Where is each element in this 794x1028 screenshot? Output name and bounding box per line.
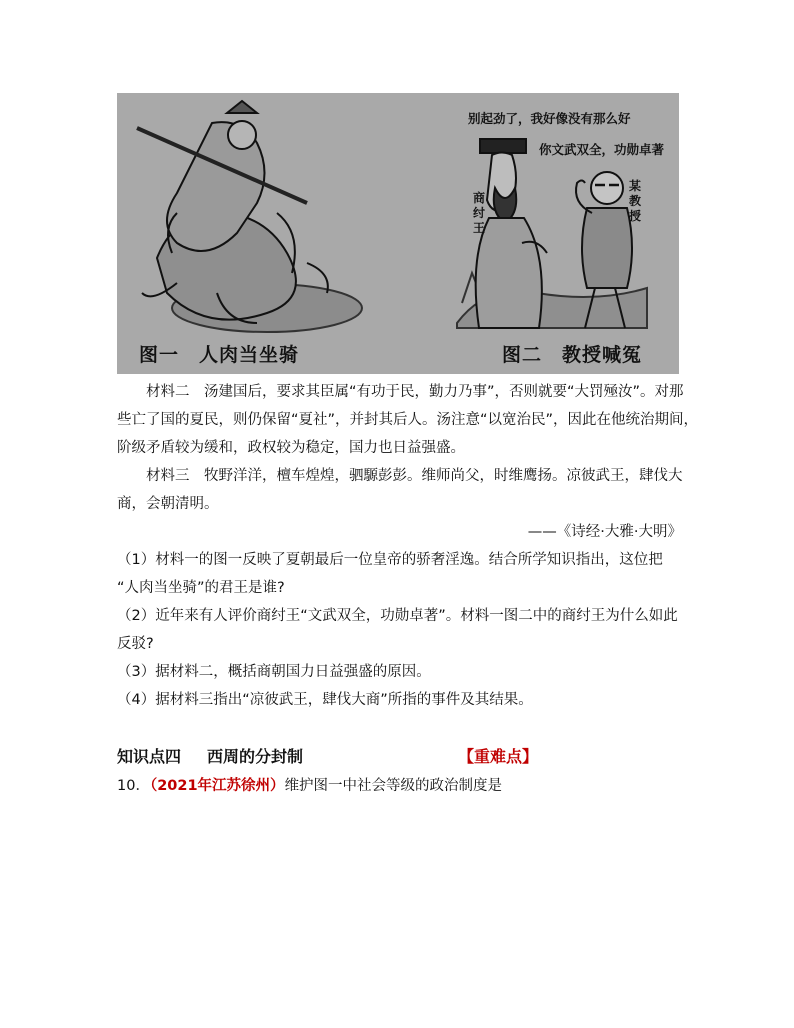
material2-line-2: 些亡了国的夏民，则仍保留“夏社”，并封其后人。汤注意“以宽治民”，因此在他统治期间， [117,412,699,428]
material3-source: ——《诗经·大雅·大明》 [527,524,682,540]
question-3: （3）据材料二，概括商朝国力日益强盛的原因。 [117,664,431,680]
question-1-line-2: “人肉当坐骑”的君王是谁? [117,580,285,596]
question-2-line-1: （2）近年来有人评价商纣王“文武双全，功勋卓著”。材料一图二中的商纣王为什么如此 [117,608,678,624]
speech-bubble-professor: 你文武双全，功勋卓著 [539,142,665,157]
difficulty-tag: 【重难点】 [458,747,539,766]
section-title: 西周的分封制 [207,747,304,766]
caption-figure-1: 图一 人肉当坐骑 [139,344,300,366]
cartoon-illustration [117,93,679,374]
question-10-number: 10． [117,778,150,794]
question-10 [117,774,502,795]
question-10-text: 维护图一中社会等级的政治制度是 [284,778,503,794]
left-cartoon [137,101,362,332]
question-4: （4）据材料三指出“凉彼武王，肆伐大商”所指的事件及其结果。 [117,692,533,708]
section-number: 知识点四 [117,747,182,766]
material2-line-3: 阶级矛盾较为缓和，政权较为稳定，国力也日益强盛。 [117,440,465,456]
material2-line-1: 材料二 汤建国后，要求其臣属“有功于民，勤力乃事”，否则就要“大罚殛汝”。对那 [146,384,684,400]
question-1-line-1: （1）材料一的图一反映了夏朝最后一位皇帝的骄奢淫逸。结合所学知识指出，这位把 [117,552,663,568]
label-professor: 某教授 [628,179,641,223]
cartoon-figure [117,93,679,374]
question-10-source: （2021年江苏徐州） [149,778,285,794]
caption-figure-2: 图二 教授喊冤 [502,344,643,366]
material3-line-1: 材料三 牧野洋洋，檀车煌煌，驷騵彭彭。维师尚父，时维鹰扬。凉彼武王，肆伐大 [146,468,683,484]
label-king: 商纣王 [472,191,485,235]
question-2-line-2: 反驳? [117,636,154,652]
material3-line-2: 商，会朝清明。 [117,496,219,512]
speech-bubble-king: 别起劲了，我好像没有那么好 [468,111,631,126]
section-heading [117,744,303,767]
